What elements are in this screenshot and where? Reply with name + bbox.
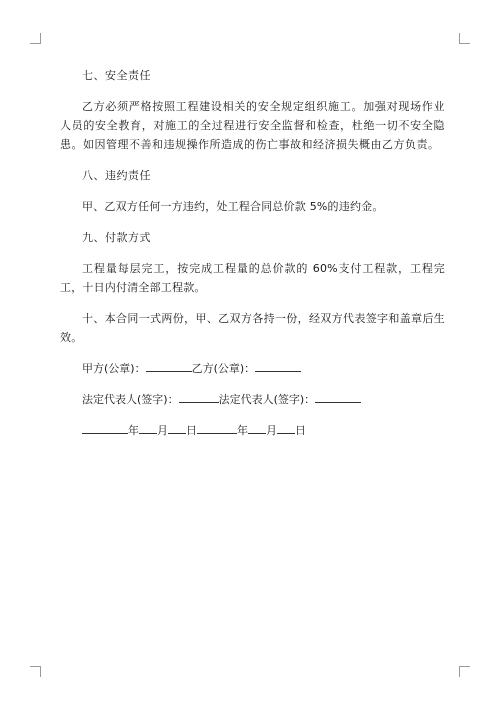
date-b-day-label: 日 xyxy=(295,424,306,437)
date-b-month-label: 月 xyxy=(266,424,277,437)
date-line xyxy=(60,421,445,440)
party-b-seal-blank[interactable] xyxy=(255,359,301,372)
date-a-month-blank[interactable] xyxy=(139,421,157,434)
company-seal-line xyxy=(60,359,445,378)
document-body xyxy=(60,66,445,440)
section-9-body: 工程量每层完工，按完成工程量的总价款的 60%支付工程款，工程完工，十日内付清全部工程款。 xyxy=(60,262,445,294)
section-7-body: 乙方必须严格按照工程建设相关的安全规定组织施工。加强对现场作业人员的安全教育，对施工的全过程进行安全监督和检查，杜绝一切不安全隐患。如因管理不善和违规操作所造成的伤亡事故和经济损失概由乙方负责。 xyxy=(60,100,445,151)
date-b-year-blank[interactable] xyxy=(197,421,237,434)
rep-a-signature-blank[interactable] xyxy=(179,390,219,403)
section-9-heading: 九、付款方式 xyxy=(82,231,151,244)
crop-mark-top-left xyxy=(30,33,41,44)
section-8-body: 甲、乙双方任何一方违约，处工程合同总价款 5%的违约金。 xyxy=(82,200,384,213)
party-b-seal-label: 乙方(公章)： xyxy=(191,362,256,375)
date-a-year-blank[interactable] xyxy=(82,421,128,434)
date-a-year-label: 年 xyxy=(128,424,139,437)
date-a-day-label: 日 xyxy=(186,424,197,437)
crop-mark-top-right xyxy=(459,33,470,44)
party-a-seal-label: 甲方(公章)： xyxy=(82,362,146,375)
date-a-month-label: 月 xyxy=(157,424,168,437)
crop-mark-bottom-left xyxy=(30,666,41,677)
section-8-heading: 八、违约责任 xyxy=(82,169,151,182)
representative-signature-line xyxy=(60,390,445,409)
section-7-heading: 七、安全责任 xyxy=(82,69,151,82)
section-10-text: 十、本合同一式两份，甲、乙双方各持一份，经双方代表签字和盖章后生效。 xyxy=(60,312,445,344)
date-a-day-blank[interactable] xyxy=(168,421,186,434)
party-a-seal-blank[interactable] xyxy=(146,359,192,372)
rep-b-label: 法定代表人(签字)： xyxy=(218,393,316,406)
date-b-day-blank[interactable] xyxy=(277,421,295,434)
rep-b-signature-blank[interactable] xyxy=(315,390,361,403)
rep-a-label: 法定代表人(签字)： xyxy=(82,393,179,406)
date-b-year-label: 年 xyxy=(237,424,248,437)
date-b-month-blank[interactable] xyxy=(248,421,266,434)
crop-mark-bottom-right xyxy=(459,666,470,677)
